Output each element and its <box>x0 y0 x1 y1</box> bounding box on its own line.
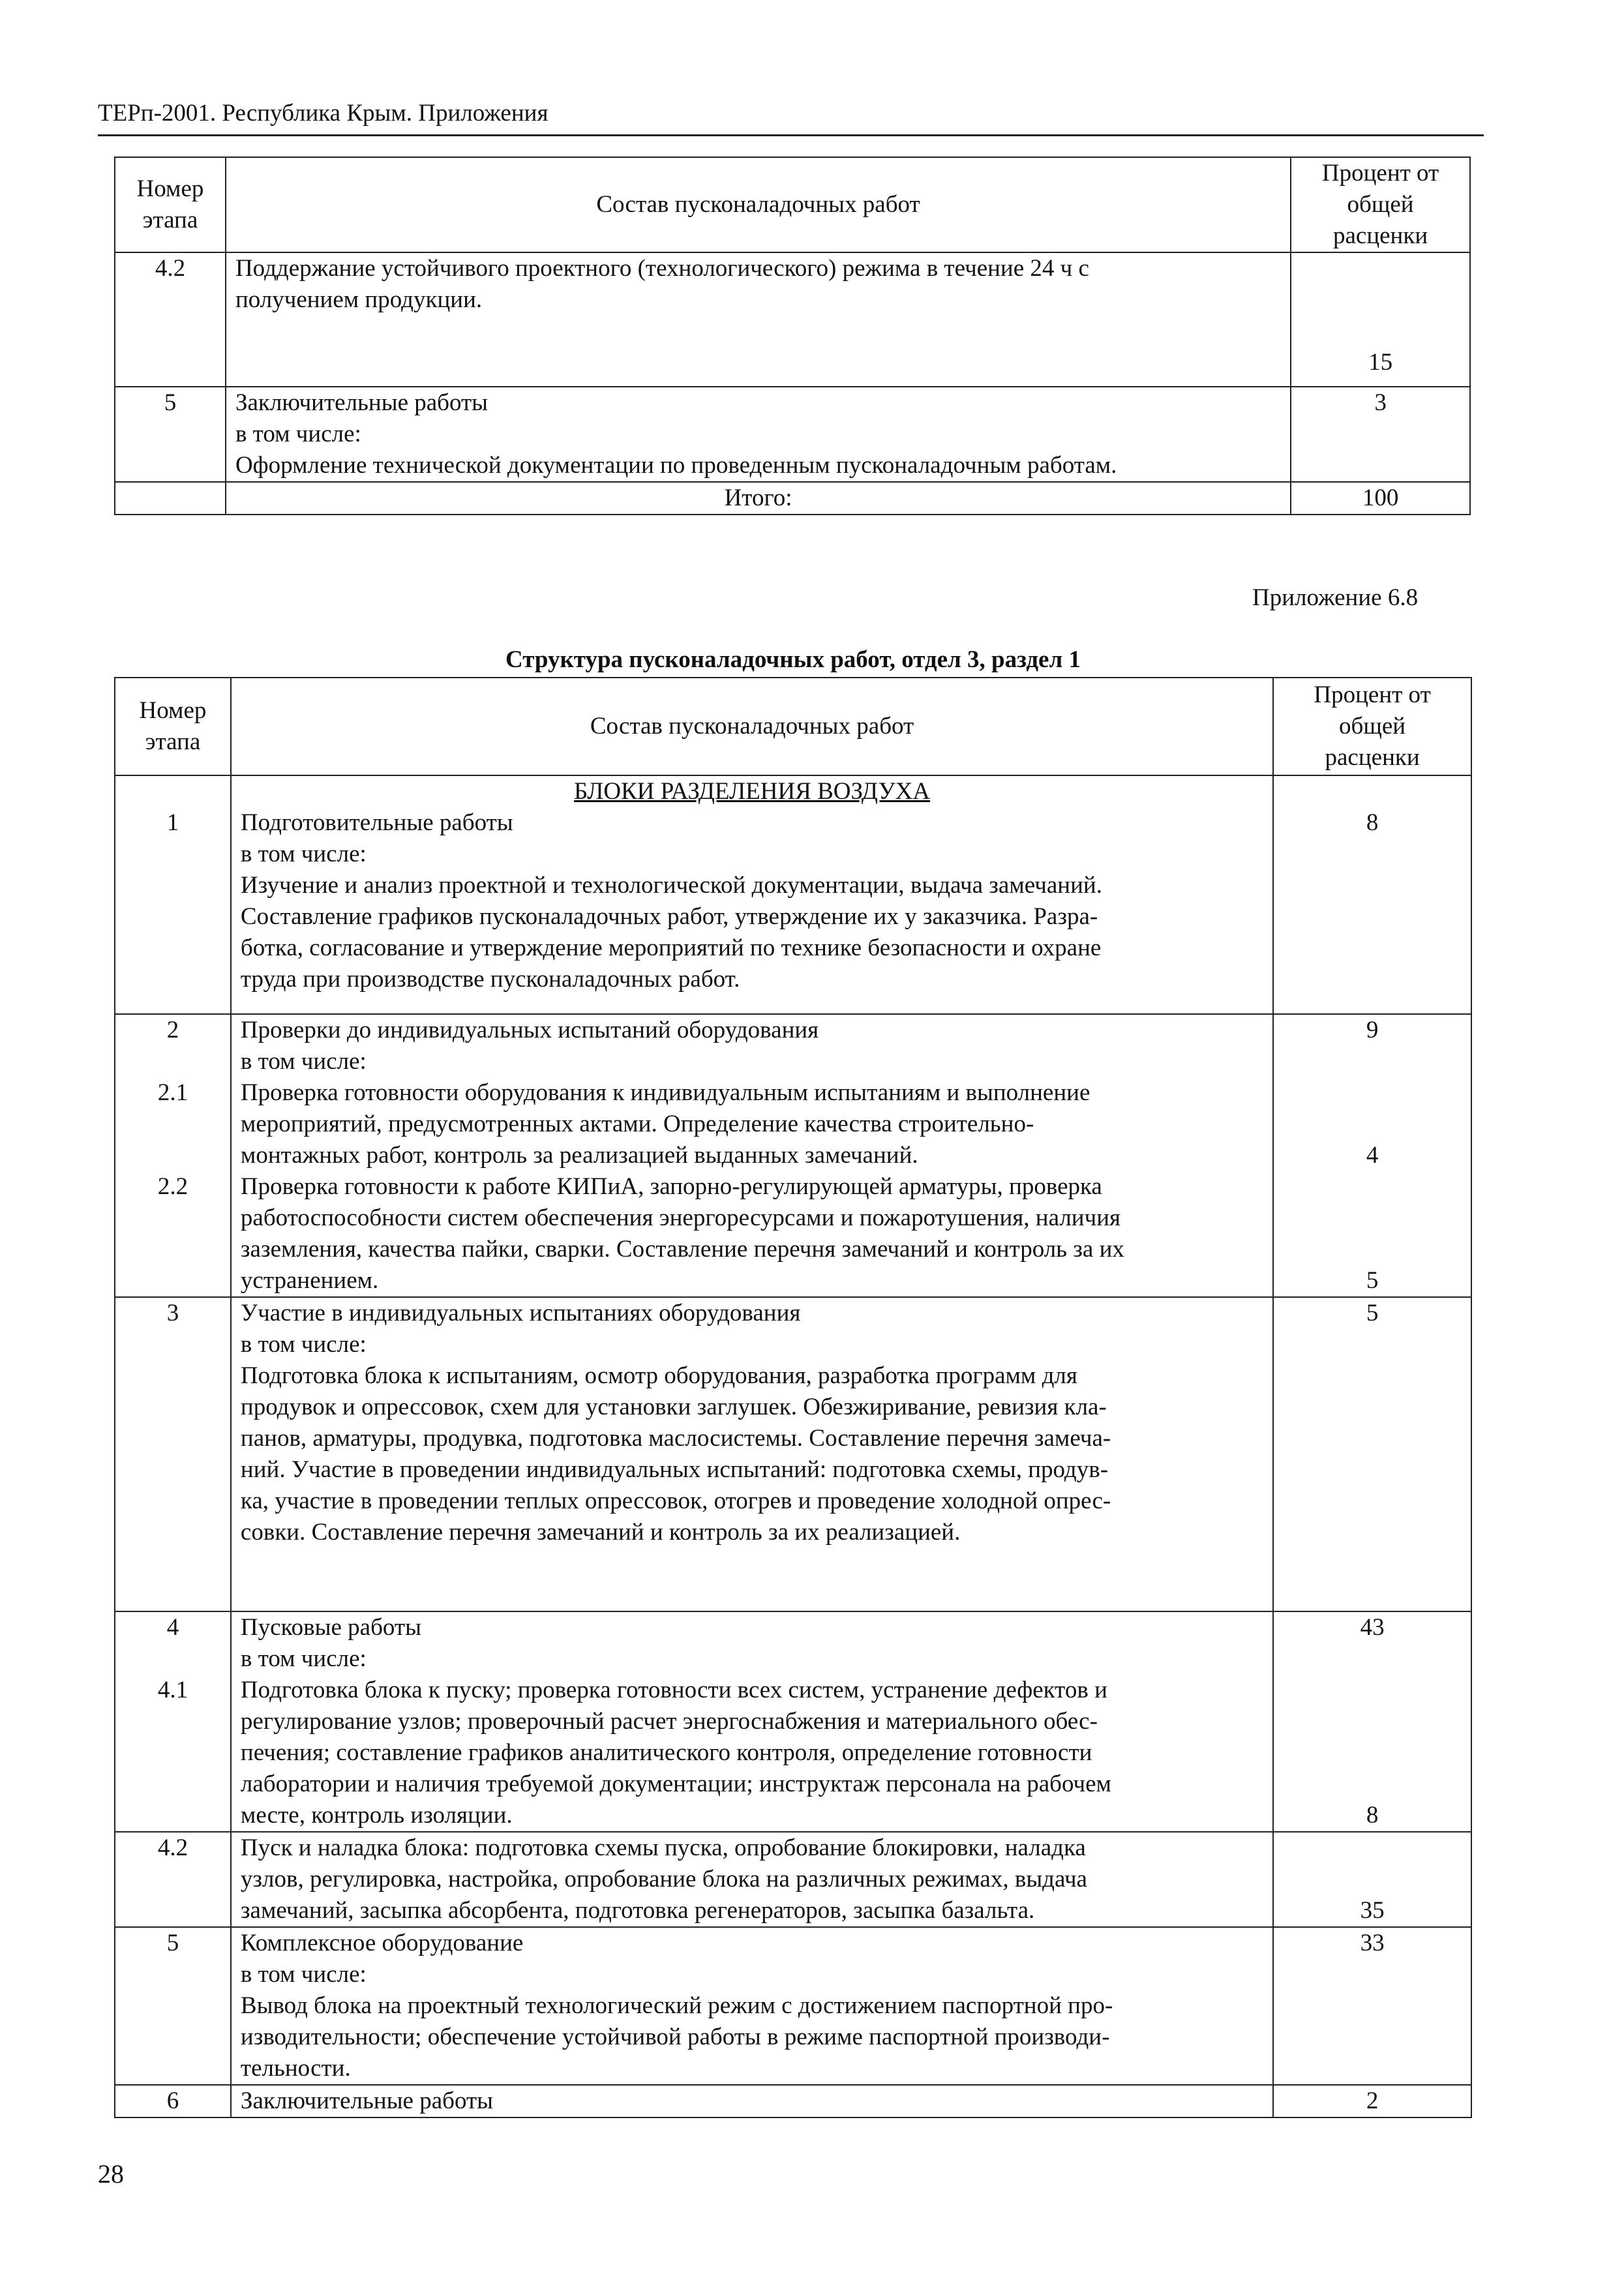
page-number: 28 <box>98 2159 124 2189</box>
table-row <box>115 2085 1471 2117</box>
row-percent: 8 <box>1273 775 1471 1014</box>
table-1 <box>114 157 1471 515</box>
row-content: Заключительные работы в том числе: Оформление технической документации по проведенным пусконаладочным работам. <box>226 387 1291 482</box>
total-row <box>115 482 1470 515</box>
table-row <box>115 1611 1471 1832</box>
table-row <box>115 1832 1471 1927</box>
row-percent: 33 <box>1273 1927 1471 2085</box>
row-percent: 5 <box>1273 1297 1471 1611</box>
column-header-content: Состав пусконаладочных работ <box>231 678 1273 775</box>
table-header-row <box>115 678 1471 775</box>
column-header-num: Номер этапа <box>115 678 231 775</box>
table-2 <box>114 677 1472 2118</box>
row-num: 2 2.1 2.2 <box>115 1014 231 1297</box>
column-header-percent: Процент от общей расценки <box>1291 157 1470 252</box>
section-title: БЛОКИ РАЗДЕЛЕНИЯ ВОЗДУХА <box>573 778 931 805</box>
total-label: Итого: <box>226 482 1291 515</box>
row-percent: 2 <box>1273 2085 1471 2117</box>
total-empty-cell <box>115 482 226 515</box>
row-num: 4.2 <box>115 252 226 387</box>
table-header-row <box>115 157 1470 252</box>
table-title: Структура пусконаладочных работ, отдел 3, раздел 1 <box>505 646 1081 673</box>
row-num: 4 4.1 <box>115 1611 231 1832</box>
row-content: Поддержание устойчивого проектного (технологического) режима в течение 24 ч с получением продукции. <box>226 252 1291 387</box>
column-header-percent: Процент от общей расценки <box>1273 678 1471 775</box>
row-content: БЛОКИ РАЗДЕЛЕНИЯ ВОЗДУХА Подготовительные работы в том числе: Изучение и анализ проектной и технологической документации, выдача замечаний. Составление графиков пусконаладочных работ, утверждение их у заказчика. Разра- ботка, согласование и утверждение мероприятий по технике безопасности и охране труда при производстве пусконаладочных работ. <box>231 775 1273 1014</box>
row-percent: 9 4 5 <box>1273 1014 1471 1297</box>
row-content: Пусковые работы в том числе: Подготовка блока к пуску; проверка готовности всех систем, устранение дефектов и регулирование узлов; проверочный расчет энергоснабжения и материального обес- печения; составление графиков аналитического контроля, определение готовности лаборатории и наличия требуемой документации; инструктаж персонала на рабочем месте, контроль изоляции. <box>231 1611 1273 1832</box>
row-num: 5 <box>115 1927 231 2085</box>
table-row <box>115 252 1470 387</box>
total-value: 100 <box>1291 482 1470 515</box>
row-num: 6 <box>115 2085 231 2117</box>
row-percent: 43 8 <box>1273 1611 1471 1832</box>
row-num: 1 <box>115 775 231 1014</box>
page-header: ТЕРп-2001. Республика Крым. Приложения <box>98 98 1484 136</box>
column-header-num: Номер этапа <box>115 157 226 252</box>
table-row <box>115 387 1470 482</box>
row-percent: 3 <box>1291 387 1470 482</box>
row-content: Участие в индивидуальных испытаниях оборудования в том числе: Подготовка блока к испытаниям, осмотр оборудования, разработка программ для продувок и опрессовок, схем для установки заглушек. Обезжиривание, ревизия кла- панов, арматуры, продувка, подготовка маслосистемы. Составление перечня замеча- ний. Участие в проведении индивидуальных испытаний: подготовка схемы, продув- ка, участие в проведении теплых опрессовок, отогрев и проведение холодной опрес- совки. Составление перечня замечаний и контроль за их реализацией. <box>231 1297 1273 1611</box>
row-content: Проверки до индивидуальных испытаний оборудования в том числе: Проверка готовности оборудования к индивидуальным испытаниям и выполнение мероприятий, предусмотренных актами. Определение качества строительно- монтажных работ, контроль за реализацией выданных замечаний. Проверка готовности к работе КИПиА, запорно-регулирующей арматуры, проверка работоспособности систем обеспечения энергоресурсами и пожаротушения, наличия заземления, качества пайки, сварки. Составление перечня замечаний и контроль за их устранением. <box>231 1014 1273 1297</box>
row-num: 4.2 <box>115 1832 231 1927</box>
appendix-label: Приложение 6.8 <box>1252 584 1419 611</box>
row-content: Комплексное оборудование в том числе: Вывод блока на проектный технологический режим с достижением паспортной про- изводительности; обеспечение устойчивой работы в режиме паспортной производи- тельности. <box>231 1927 1273 2085</box>
row-percent: 35 <box>1273 1832 1471 1927</box>
table-row <box>115 1014 1471 1297</box>
table-row <box>115 1927 1471 2085</box>
row-content: Пуск и наладка блока: подготовка схемы пуска, опробование блокировки, наладка узлов, регулировка, настройка, опробование блока на различных режимах, выдача замечаний, засыпка абсорбента, подготовка регенераторов, засыпка базальта. <box>231 1832 1273 1927</box>
column-header-content: Состав пусконаладочных работ <box>226 157 1291 252</box>
row-num: 3 <box>115 1297 231 1611</box>
row-percent: 15 <box>1291 252 1470 387</box>
row-num: 5 <box>115 387 226 482</box>
table-row <box>115 775 1471 1014</box>
row-content: Заключительные работы <box>231 2085 1273 2117</box>
table-row <box>115 1297 1471 1611</box>
